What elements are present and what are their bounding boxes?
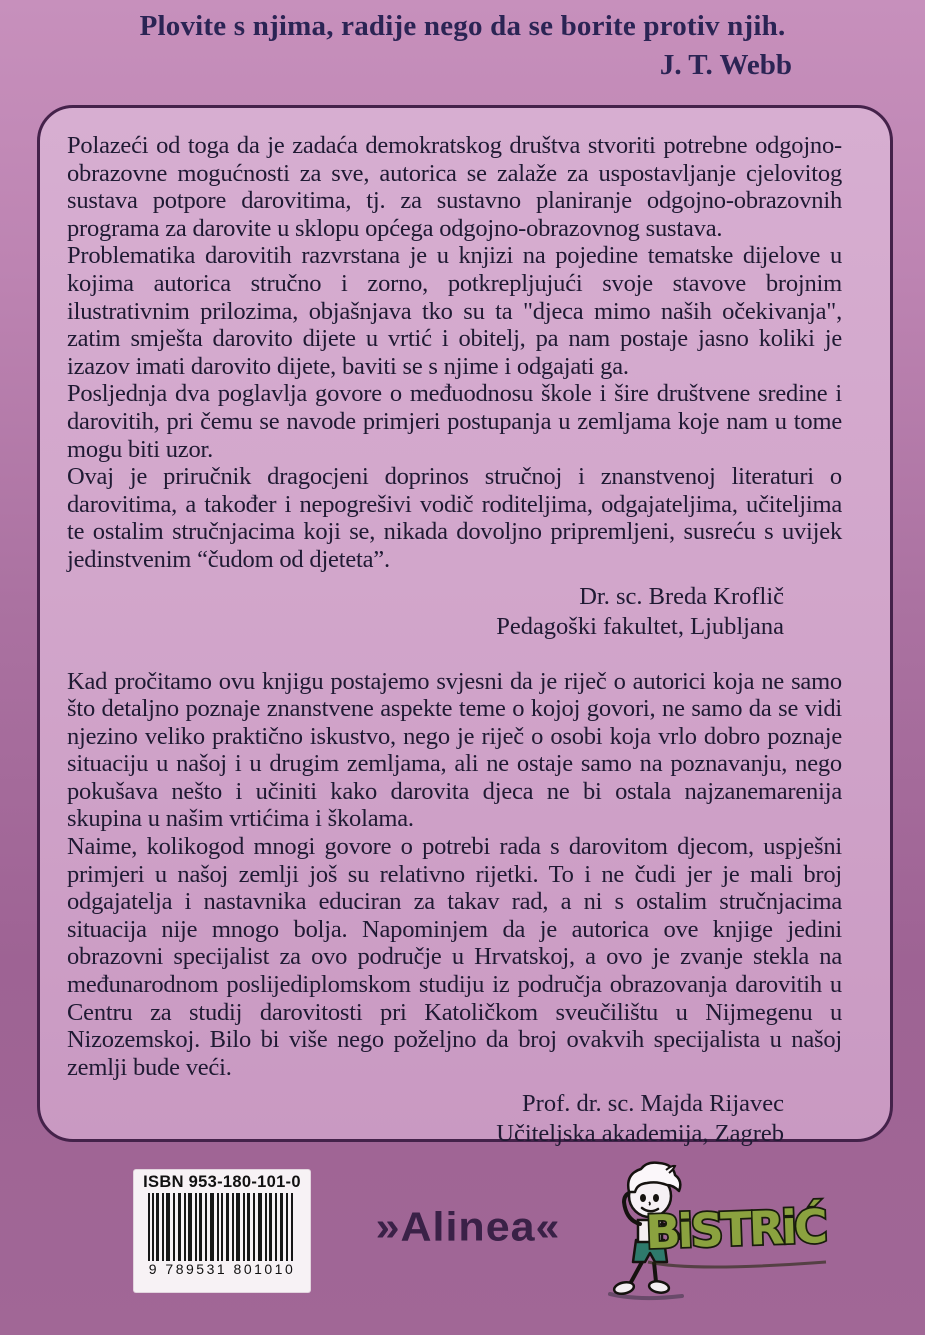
quote-attribution: J. T. Webb bbox=[659, 49, 792, 81]
reviewer-name: Dr. sc. Breda Kroflič bbox=[579, 582, 784, 610]
review-paragraph: Kad pročitamo ovu knjigu postajemo svjesni da je riječ o autorici koja ne samo što detaljno poznaje znanstvene aspekte teme o kojoj govori, ne samo da se vidi njezino veliko praktično iskustvo, nego je riječ o osobi koja vrlo dobro poznaje situaciju u našoj i u drugim zemljama, ali ne ostaje samo na poznavanju, nego pokušava nešto i učiniti kako darovita djeca ne bi ostala najzanemarenija skupina u našim vrtićima i školama. bbox=[67, 667, 842, 833]
reviewer-affiliation: Učiteljska akademija, Zagreb bbox=[496, 1120, 784, 1148]
reviewer-affiliation: Pedagoški fakultet, Ljubljana bbox=[496, 612, 784, 640]
signature-block-2 bbox=[67, 1089, 842, 1149]
series-logo bbox=[596, 1156, 836, 1306]
review-paragraph: Ovaj je priručnik dragocjeni doprinos stručnoj i znanstvenoj literaturi o darovitima, a također i nepogrešivi vodič roditeljima, odgajateljima, učiteljima te ostalim stručnjacima koji se, nikada dovoljno pripremljeni, susreću s uvijek jedinstvenim “čudom od djeteta”. bbox=[67, 463, 842, 573]
review-box bbox=[37, 105, 893, 1148]
isbn-label: ISBN 953-180-101-0 bbox=[143, 1173, 301, 1191]
bistric-text: BiSTRiĆ bbox=[644, 1199, 826, 1260]
section-divider-space bbox=[67, 642, 842, 668]
reviewer-name: Prof. dr. sc. Majda Rijavec bbox=[522, 1090, 784, 1118]
bistric-wordmark bbox=[644, 1184, 834, 1280]
review-paragraph: Posljednja dva poglavlja govore o međuodnosu škole i šire društvene sredine i darovitih, pri čemu se navode primjeri postupanja u zemljama koje nam u tome mogu biti uzor. bbox=[67, 380, 842, 463]
quote-text: Plovite s njima, radije nego da se borite protiv njih. bbox=[139, 10, 786, 42]
review-paragraph: Problematika darovitih razvrstana je u knjizi na pojedine tematske dijelove u kojima autorica stručno i zorno, potkrepljujući svoje stavove brojnim ilustrativnim prilozima, objašnjava tko su ta "djeca mimo naših očekivanja", zatim smješta darovito dijete u vrtić i obitelj, pa nam postaje jasno koliki je izazov imati darovito dijete, baviti se s njime i odgajati ga. bbox=[67, 242, 842, 380]
review-paragraph: Polazeći od toga da je zadaća demokratskog društva stvoriti potrebne odgojno-obrazovne mogućnosti za sve, autorica se zalaže za uspostavljanje cjelovitog sustava potpore darovitima, tj. za sustavno planiranje odgojno-obrazovnih programa za darovite u sklopu općega odgojno-obrazovnog sustava. bbox=[67, 132, 842, 242]
top-quote bbox=[0, 10, 925, 82]
signature-block-1 bbox=[67, 582, 842, 642]
isbn-barcode-panel bbox=[134, 1170, 310, 1292]
review-paragraph: Naime, kolikogod mnogi govore o potrebi rada s darovitom djecom, uspješni primjeri u našoj zemlji još su relativno rijetki. To i ne čudi jer je mali broj odgajatelja i nastavnika educiran za takav rad, a ni s ostalim stručnjacima situacija nije mnogo bolja. Napominjem da je autorica ove knjige jedini obrazovni specijalist za ovo područje u Hrvatskoj, a ovo je zvanje stekla na međunarodnom poslijediplomskom studiju iz područja obrazovanja darovitih u Centru za studij darovitosti pri Katoličkom sveučilištu u Nijmegenu u Nizozemskoj. Bilo bi više nego poželjno da broj ovakvih specijalista u našoj zemlji bude veći. bbox=[67, 833, 842, 1081]
isbn-digits: 9 789531 801010 bbox=[148, 1261, 296, 1277]
publisher-logo: »Alinea« bbox=[375, 1204, 561, 1250]
